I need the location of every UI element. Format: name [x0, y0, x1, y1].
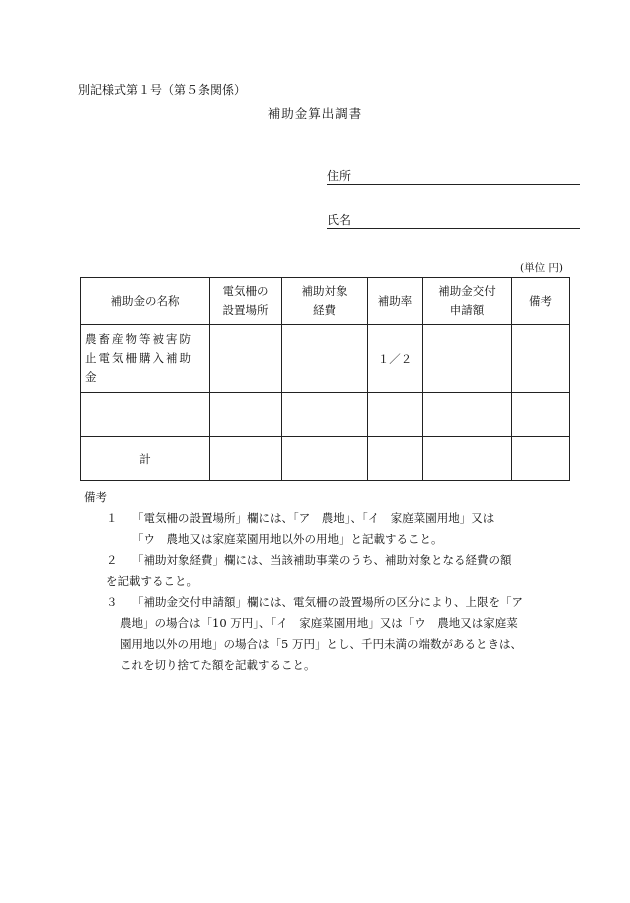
- header-application-amount: 補助金交付 申請額: [423, 278, 512, 325]
- remarks-cell[interactable]: [512, 325, 570, 393]
- subsidy-rate-cell: １／２: [368, 325, 423, 393]
- note-line: 農地」の場合は「10 万円」、「イ 家庭菜園用地」又は「ウ 農地又は家庭菜: [120, 616, 518, 630]
- total-application-amount-cell[interactable]: [423, 437, 512, 481]
- address-field[interactable]: [327, 168, 580, 185]
- table-row: [81, 393, 570, 437]
- note-number: １: [106, 511, 118, 525]
- unit-note: (単位 円): [520, 262, 564, 274]
- calculation-table: [80, 277, 570, 481]
- total-remarks-cell[interactable]: [512, 437, 570, 481]
- eligible-cost-cell[interactable]: [282, 325, 368, 393]
- note-line: を記載すること。: [106, 574, 198, 588]
- note-number: ２: [106, 553, 118, 567]
- notes-title: 備考: [84, 490, 107, 504]
- total-subsidy-rate-cell[interactable]: [368, 437, 423, 481]
- note-line: これを切り捨てた額を記載すること。: [120, 658, 316, 672]
- table-header-row: [81, 278, 570, 325]
- subsidy-name-cell[interactable]: [81, 393, 210, 437]
- header-subsidy-rate: 補助率: [368, 278, 423, 325]
- install-location-cell[interactable]: [210, 325, 282, 393]
- eligible-cost-cell[interactable]: [282, 393, 368, 437]
- application-amount-cell[interactable]: [423, 325, 512, 393]
- total-eligible-cost-cell[interactable]: [282, 437, 368, 481]
- notes-section: [80, 487, 580, 676]
- note-item: [80, 592, 580, 676]
- form-reference: 別記様式第１号（第５条関係）: [78, 83, 247, 97]
- total-install-location-cell[interactable]: [210, 437, 282, 481]
- header-install-location: 電気柵の 設置場所: [210, 278, 282, 325]
- page-title: 補助金算出調書: [267, 106, 363, 121]
- note-item: [80, 550, 580, 592]
- application-amount-cell[interactable]: [423, 393, 512, 437]
- note-item: [80, 508, 580, 550]
- table-row: [81, 325, 570, 393]
- total-label: 計: [81, 437, 210, 481]
- remarks-cell[interactable]: [512, 393, 570, 437]
- note-line: 「補助対象経費」欄には、当該補助事業のうち、補助対象となる経費の額: [132, 553, 512, 567]
- header-remarks: 備考: [512, 278, 570, 325]
- name-label: 氏名: [327, 213, 352, 227]
- table-total-row: [81, 437, 570, 481]
- install-location-cell[interactable]: [210, 393, 282, 437]
- header-eligible-cost: 補助対象 経費: [282, 278, 368, 325]
- address-label: 住所: [327, 169, 352, 183]
- note-number: ３: [106, 595, 118, 609]
- subsidy-rate-cell[interactable]: [368, 393, 423, 437]
- name-field[interactable]: [327, 212, 580, 229]
- header-subsidy-name: 補助金の名称: [81, 278, 210, 325]
- note-line: 「電気柵の設置場所」欄には、「ア 農地」、「イ 家庭菜園用地」又は: [132, 511, 495, 525]
- note-line: 園用地以外の用地」の場合は「5 万円」とし、千円未満の端数があるときは、: [120, 637, 522, 651]
- note-line: 「ウ 農地又は家庭菜園用地以外の用地」と記載すること。: [132, 532, 443, 546]
- note-line: 「補助金交付申請額」欄には、電気柵の設置場所の区分により、上限を「ア: [132, 595, 523, 609]
- subsidy-name-cell: 農畜産物等被害防 止電気柵購入補助 金: [81, 325, 210, 393]
